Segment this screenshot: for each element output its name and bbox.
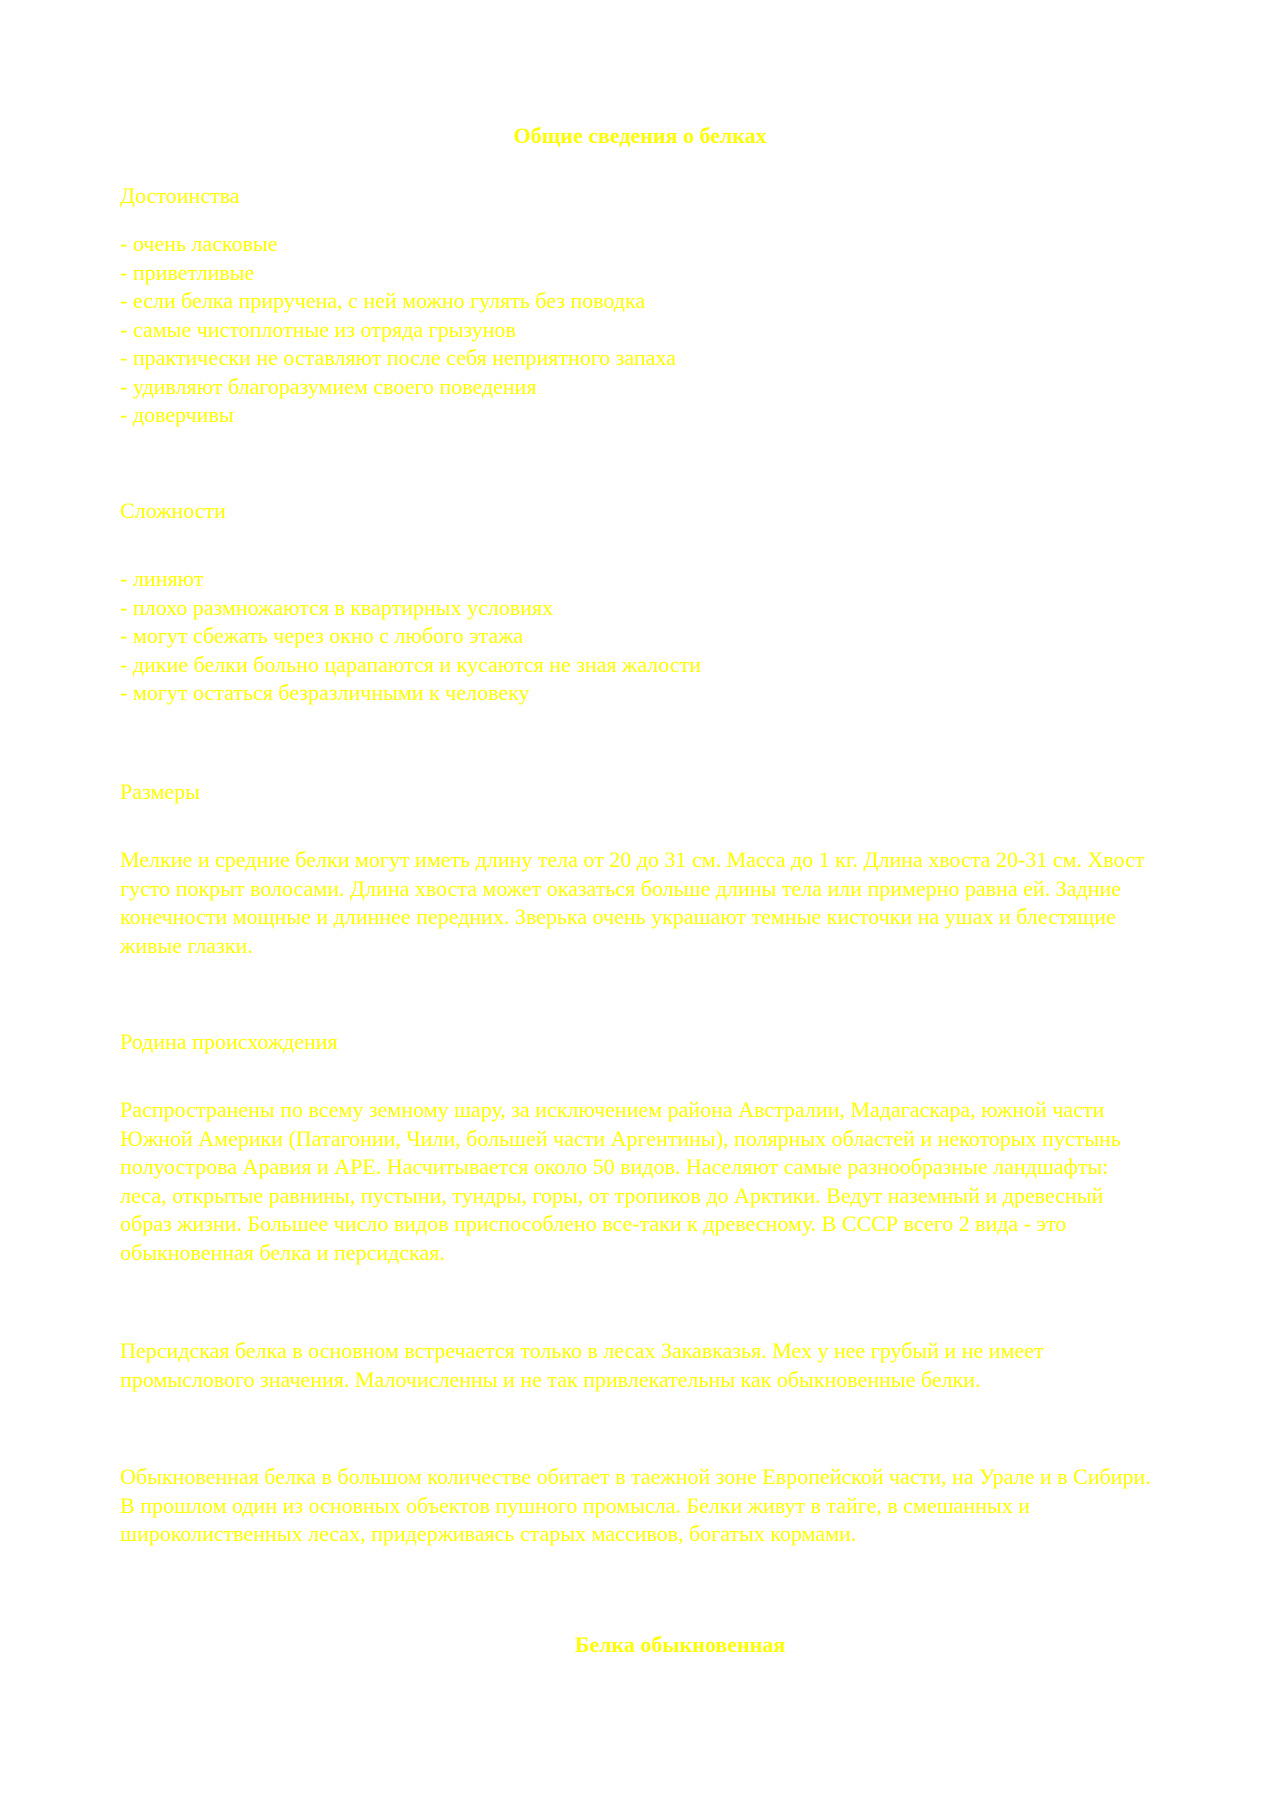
list-item: - очень ласковые [120, 231, 278, 256]
sizes-paragraph: Мелкие и средние белки могут иметь длину тела от 20 до 31 см. Масса до 1 кг. Длина хвоста 20-31 см. Хвост густо покрыт волосами. Длина хвоста может оказаться больше длины тела или примерно равна ей. Задние конечности мощные и длиннее передних. Зверька очень украшают темные кисточки на ушах и блестящие живые глазки. [120, 847, 1145, 958]
sizes-heading: Размеры [120, 779, 200, 804]
difficulties-list [120, 565, 701, 708]
list-item: - могут сбежать через окно с любого этажа [120, 623, 524, 648]
origin-paragraph-2: Персидская белка в основном встречается только в лесах Закавказья. Мех у нее грубый и не имеет промыслового значения. Малочисленны и не так привлекательны как обыкновенные белки. [120, 1338, 1044, 1392]
list-item: - если белка приручена, с ней можно гулять без поводка [120, 288, 646, 313]
footer-title: Белка обыкновенная [574, 1632, 786, 1657]
advantages-list [120, 230, 676, 430]
origin-paragraph-1: Распространены по всему земному шару, за исключением района Австралии, Мадагаскара, южной части Южной Америки (Патагонии, Чили, большей части Аргентины), полярных областей и некоторых пустынь полуострова Аравия и АРЕ. Насчитывается около 50 видов. Населяют самые разнообразные ландшафты: леса, открытые равнины, пустыни, тундры, горы, от тропиков до Арктики. Ведут наземный и древесный образ жизни. Большее число видов приспособлено все-таки к древесному. В СССР всего 2 вида - это обыкновенная белка и персидская. [120, 1097, 1121, 1265]
list-item: - доверчивы [120, 402, 234, 427]
advantages-heading: Достоинства [120, 183, 240, 208]
document-title: Общие сведения о белках [513, 123, 767, 148]
difficulties-heading: Сложности [120, 498, 226, 523]
list-item: - могут остаться безразличными к человеку [120, 680, 530, 705]
list-item: - самые чистоплотные из отряда грызунов [120, 316, 516, 342]
list-item: - дикие белки больно царапаются и кусаются не зная жалости [120, 651, 701, 677]
origin-paragraph-3: Обыкновенная белка в большом количестве обитает в таежной зоне Европейской части, на Урале и в Сибири. В прошлом один из основных объектов пушного промысла. Белки живут в тайге, в смешанных и широколиственных лесах, придерживаясь старых массивов, богатых кормами. [120, 1464, 1151, 1546]
list-item: - практически не оставляют после себя неприятного запаха [120, 345, 676, 370]
list-item: - плохо размножаются в квартирных условиях [120, 594, 553, 620]
list-item: - удивляют благоразумием своего поведения [120, 373, 537, 399]
list-item: - линяют [120, 566, 204, 591]
origin-heading: Родина происхождения [120, 1029, 338, 1054]
list-item: - приветливые [120, 259, 255, 285]
